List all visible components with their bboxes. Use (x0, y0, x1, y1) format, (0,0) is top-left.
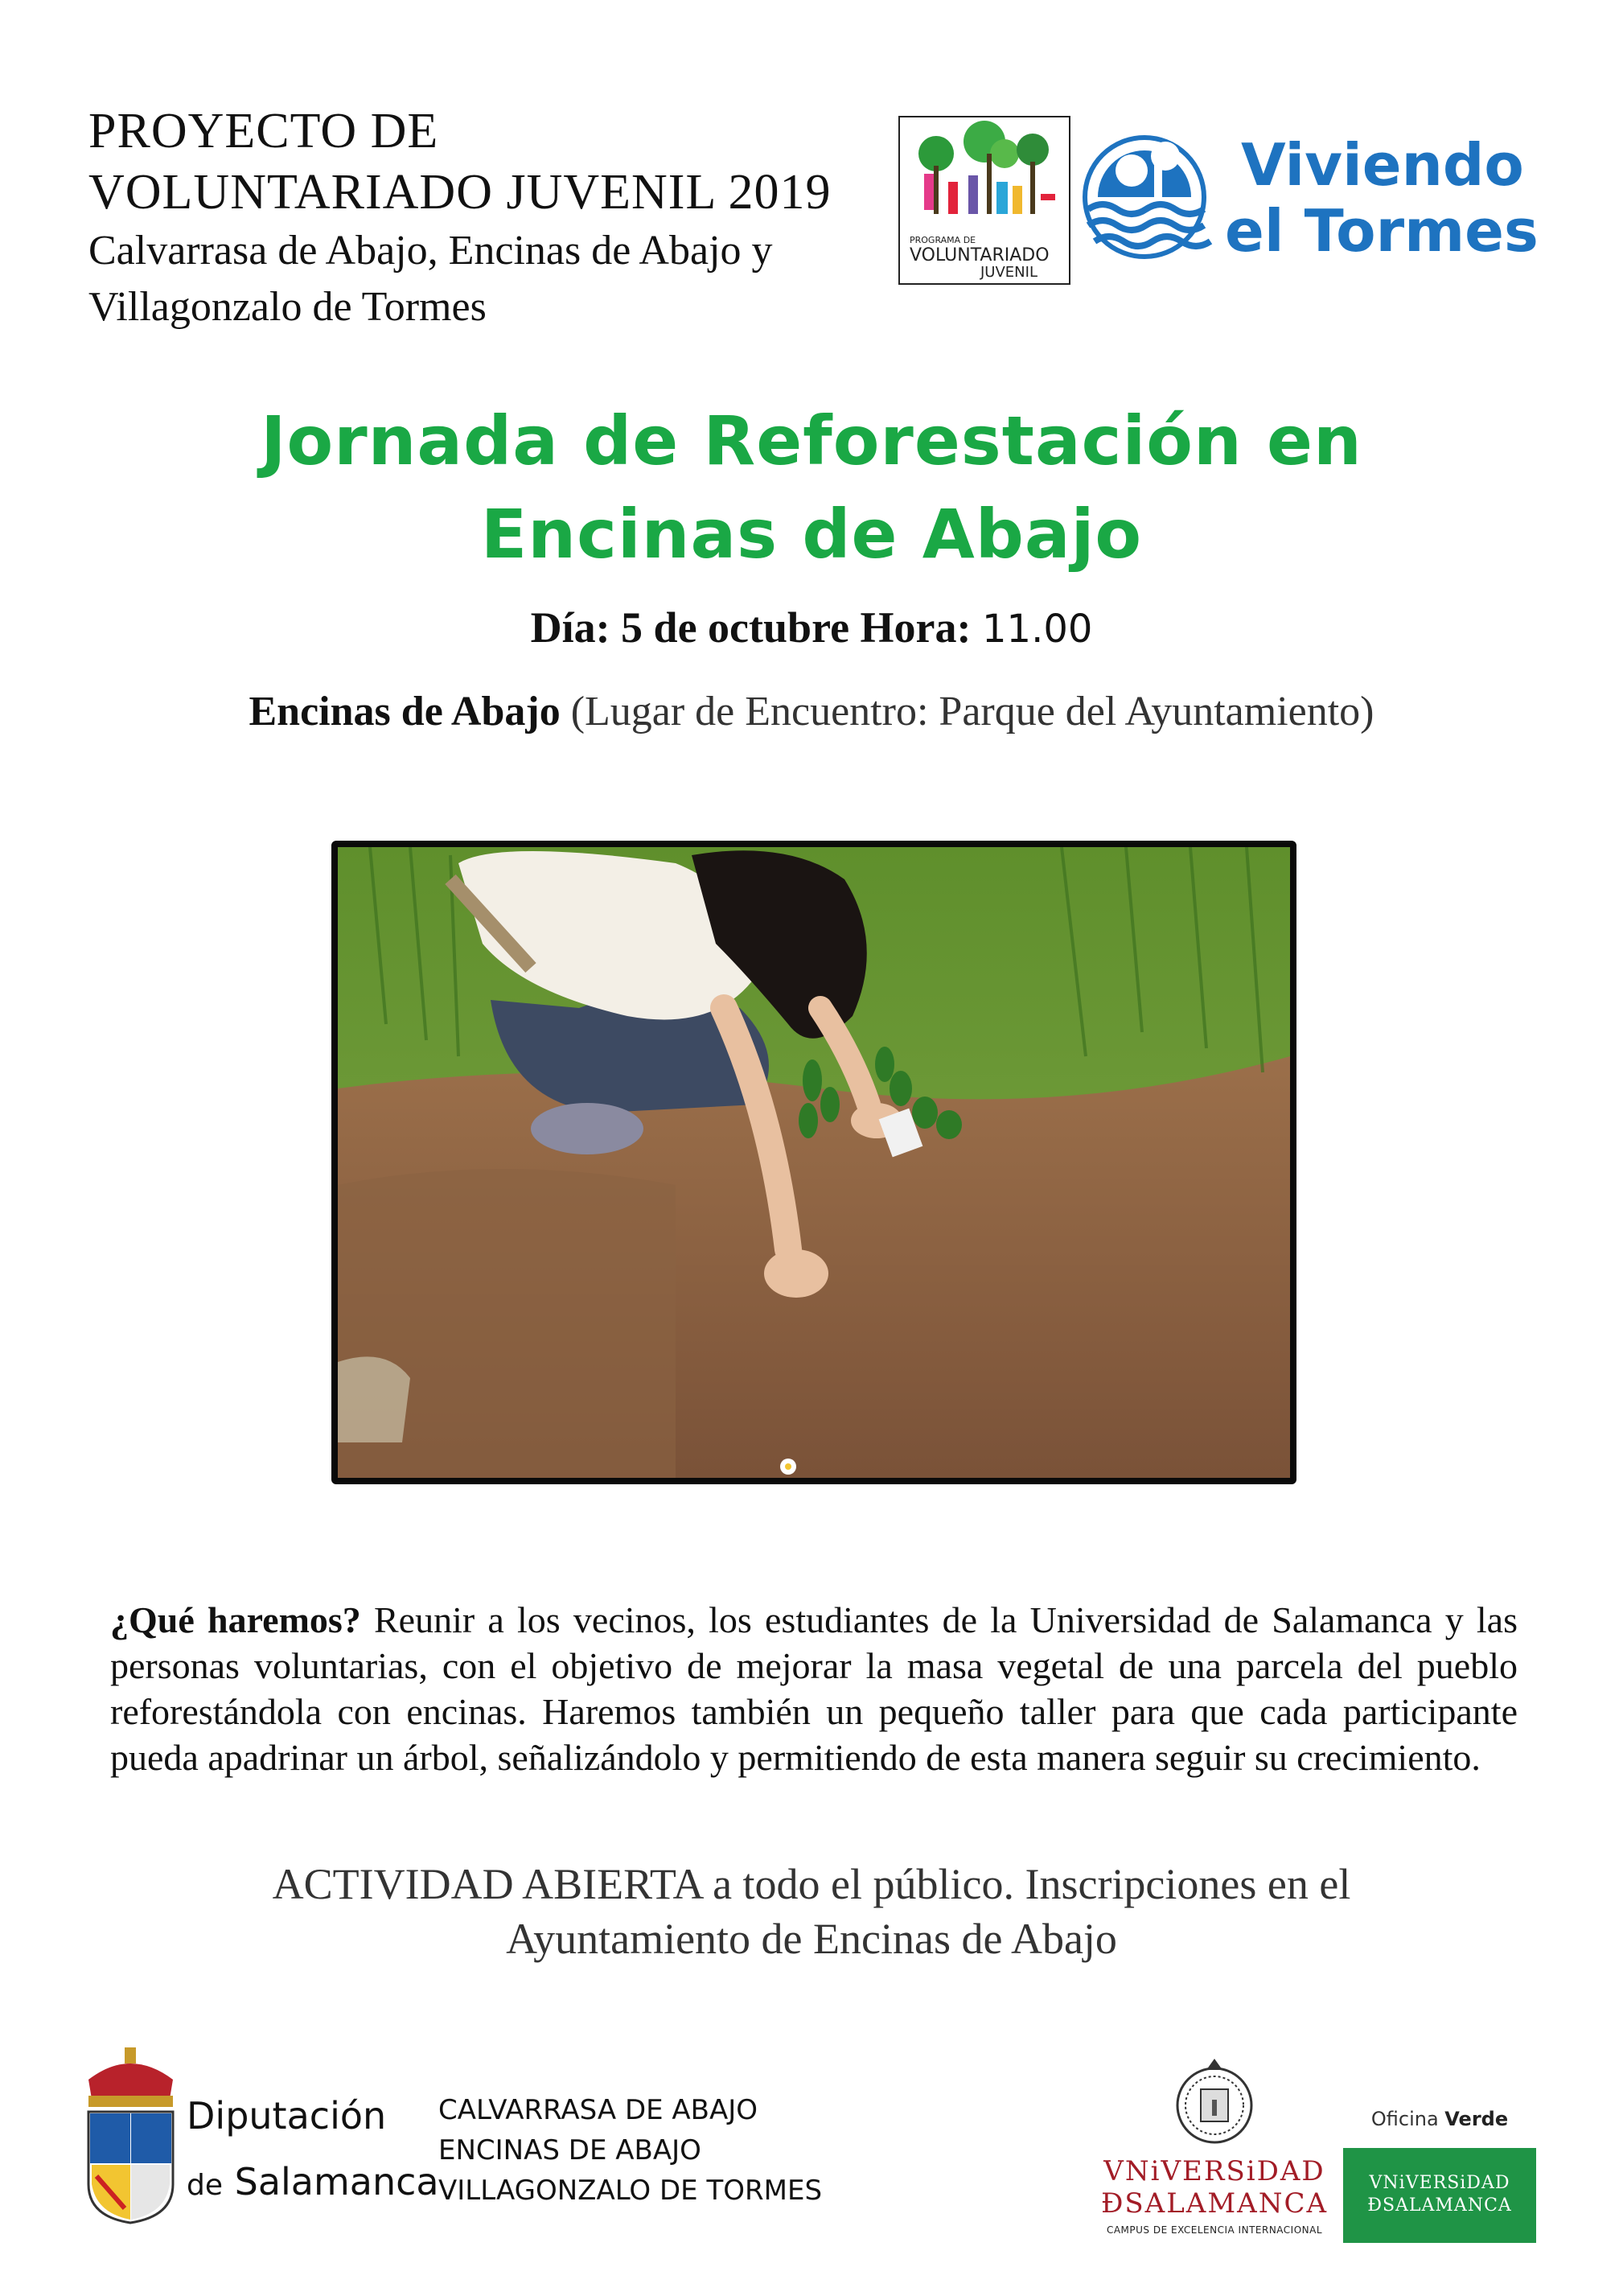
event-place-town: Encinas de Abajo (249, 689, 561, 734)
description-text: Reunir a los vecinos, los estudiantes de la Universidad de Salamanca y las personas voluntarias, con el objetivo de mejorar la masa vegetal de una parcela del pueblo reforestándola con encinas. Haremos también un pequeño taller para que cada participante pueda apadrinar un árbol, señalizándolo y permitiendo de esta manera seguir su crecimiento. (110, 1599, 1518, 1778)
oficina-verde-label (1343, 2108, 1536, 2130)
town-item: CALVARRASA DE ABAJO (438, 2094, 758, 2126)
event-day-label: Día: 5 de octubre Hora: (530, 603, 982, 652)
diputacion-line-2-de: de (187, 2169, 223, 2202)
event-title (0, 394, 1623, 581)
header-line-2: VOLUNTARIADO JUVENIL 2019 (88, 165, 832, 220)
diputacion-line-2 (187, 2158, 439, 2210)
diputacion-shield-logo (80, 2047, 181, 2224)
header-line-1: PROYECTO DE (88, 104, 439, 158)
participating-towns (438, 2090, 822, 2211)
voluntariado-logo-text-1: PROGRAMA DE (910, 235, 976, 245)
viviendo-el-tormes-logo (1082, 121, 1548, 274)
event-title-line-1: Jornada de Reforestación en (261, 401, 1362, 480)
open-activity-note (0, 1857, 1623, 1966)
event-hour: 11.00 (982, 607, 1093, 652)
oficina-verde-box (1343, 2148, 1536, 2243)
usal-name-line-1: VNiVERSiDAD (1103, 2155, 1325, 2187)
header-line-3: Calvarrasa de Abajo, Encinas de Abajo y (88, 228, 773, 274)
oficina-verde-logo (1343, 2108, 1536, 2243)
header-line-4: Villagonzalo de Tormes (88, 284, 487, 330)
viviendo-logo-line-1: Viviendo (1241, 131, 1524, 199)
voluntariado-logo-text-2: VOLUNTARIADO (910, 245, 1050, 265)
diputacion-line-2-salamanca: Salamanca (234, 2160, 439, 2203)
event-place (0, 684, 1623, 740)
town-item: VILLAGONZALO DE TORMES (438, 2175, 823, 2207)
event-title-line-2: Encinas de Abajo (480, 495, 1143, 574)
usal-name-line-2: ÐSALAMANCA (1100, 2187, 1329, 2220)
universidad-salamanca-logo (1094, 2055, 1335, 2249)
usal-seal-icon (1170, 2055, 1259, 2152)
oficina-label-b: Verde (1444, 2108, 1509, 2130)
usal-campus-text: CAMPUS DE EXCELENCIA INTERNACIONAL (1106, 2224, 1323, 2236)
reforestation-photo (331, 841, 1296, 1484)
diputacion-line-1: Diputación (187, 2094, 387, 2138)
open-activity-line-2: Ayuntamiento de Encinas de Abajo (506, 1915, 1117, 1963)
event-place-detail: (Lugar de Encuentro: Parque del Ayuntamiento) (560, 689, 1374, 734)
diputacion-salamanca-label (187, 2092, 439, 2210)
project-header (88, 101, 893, 335)
open-activity-line-1: ACTIVIDAD ABIERTA a todo el público. Inscripciones en el (272, 1860, 1351, 1908)
activity-description (110, 1597, 1518, 1780)
voluntariado-logo-text-3: JUVENIL (980, 264, 1037, 281)
oficina-box-line-1: VNiVERSiDAD (1369, 2173, 1510, 2193)
description-lead: ¿Qué haremos? (110, 1599, 361, 1640)
town-item: ENCINAS DE ABAJO (438, 2134, 701, 2166)
viviendo-logo-line-2: el Tormes (1225, 197, 1539, 265)
voluntariado-juvenil-logo (898, 116, 1070, 285)
oficina-label-a: Oficina (1370, 2108, 1445, 2130)
oficina-box-line-2: ÐSALAMANCA (1367, 2195, 1512, 2216)
event-date-time (0, 599, 1623, 657)
